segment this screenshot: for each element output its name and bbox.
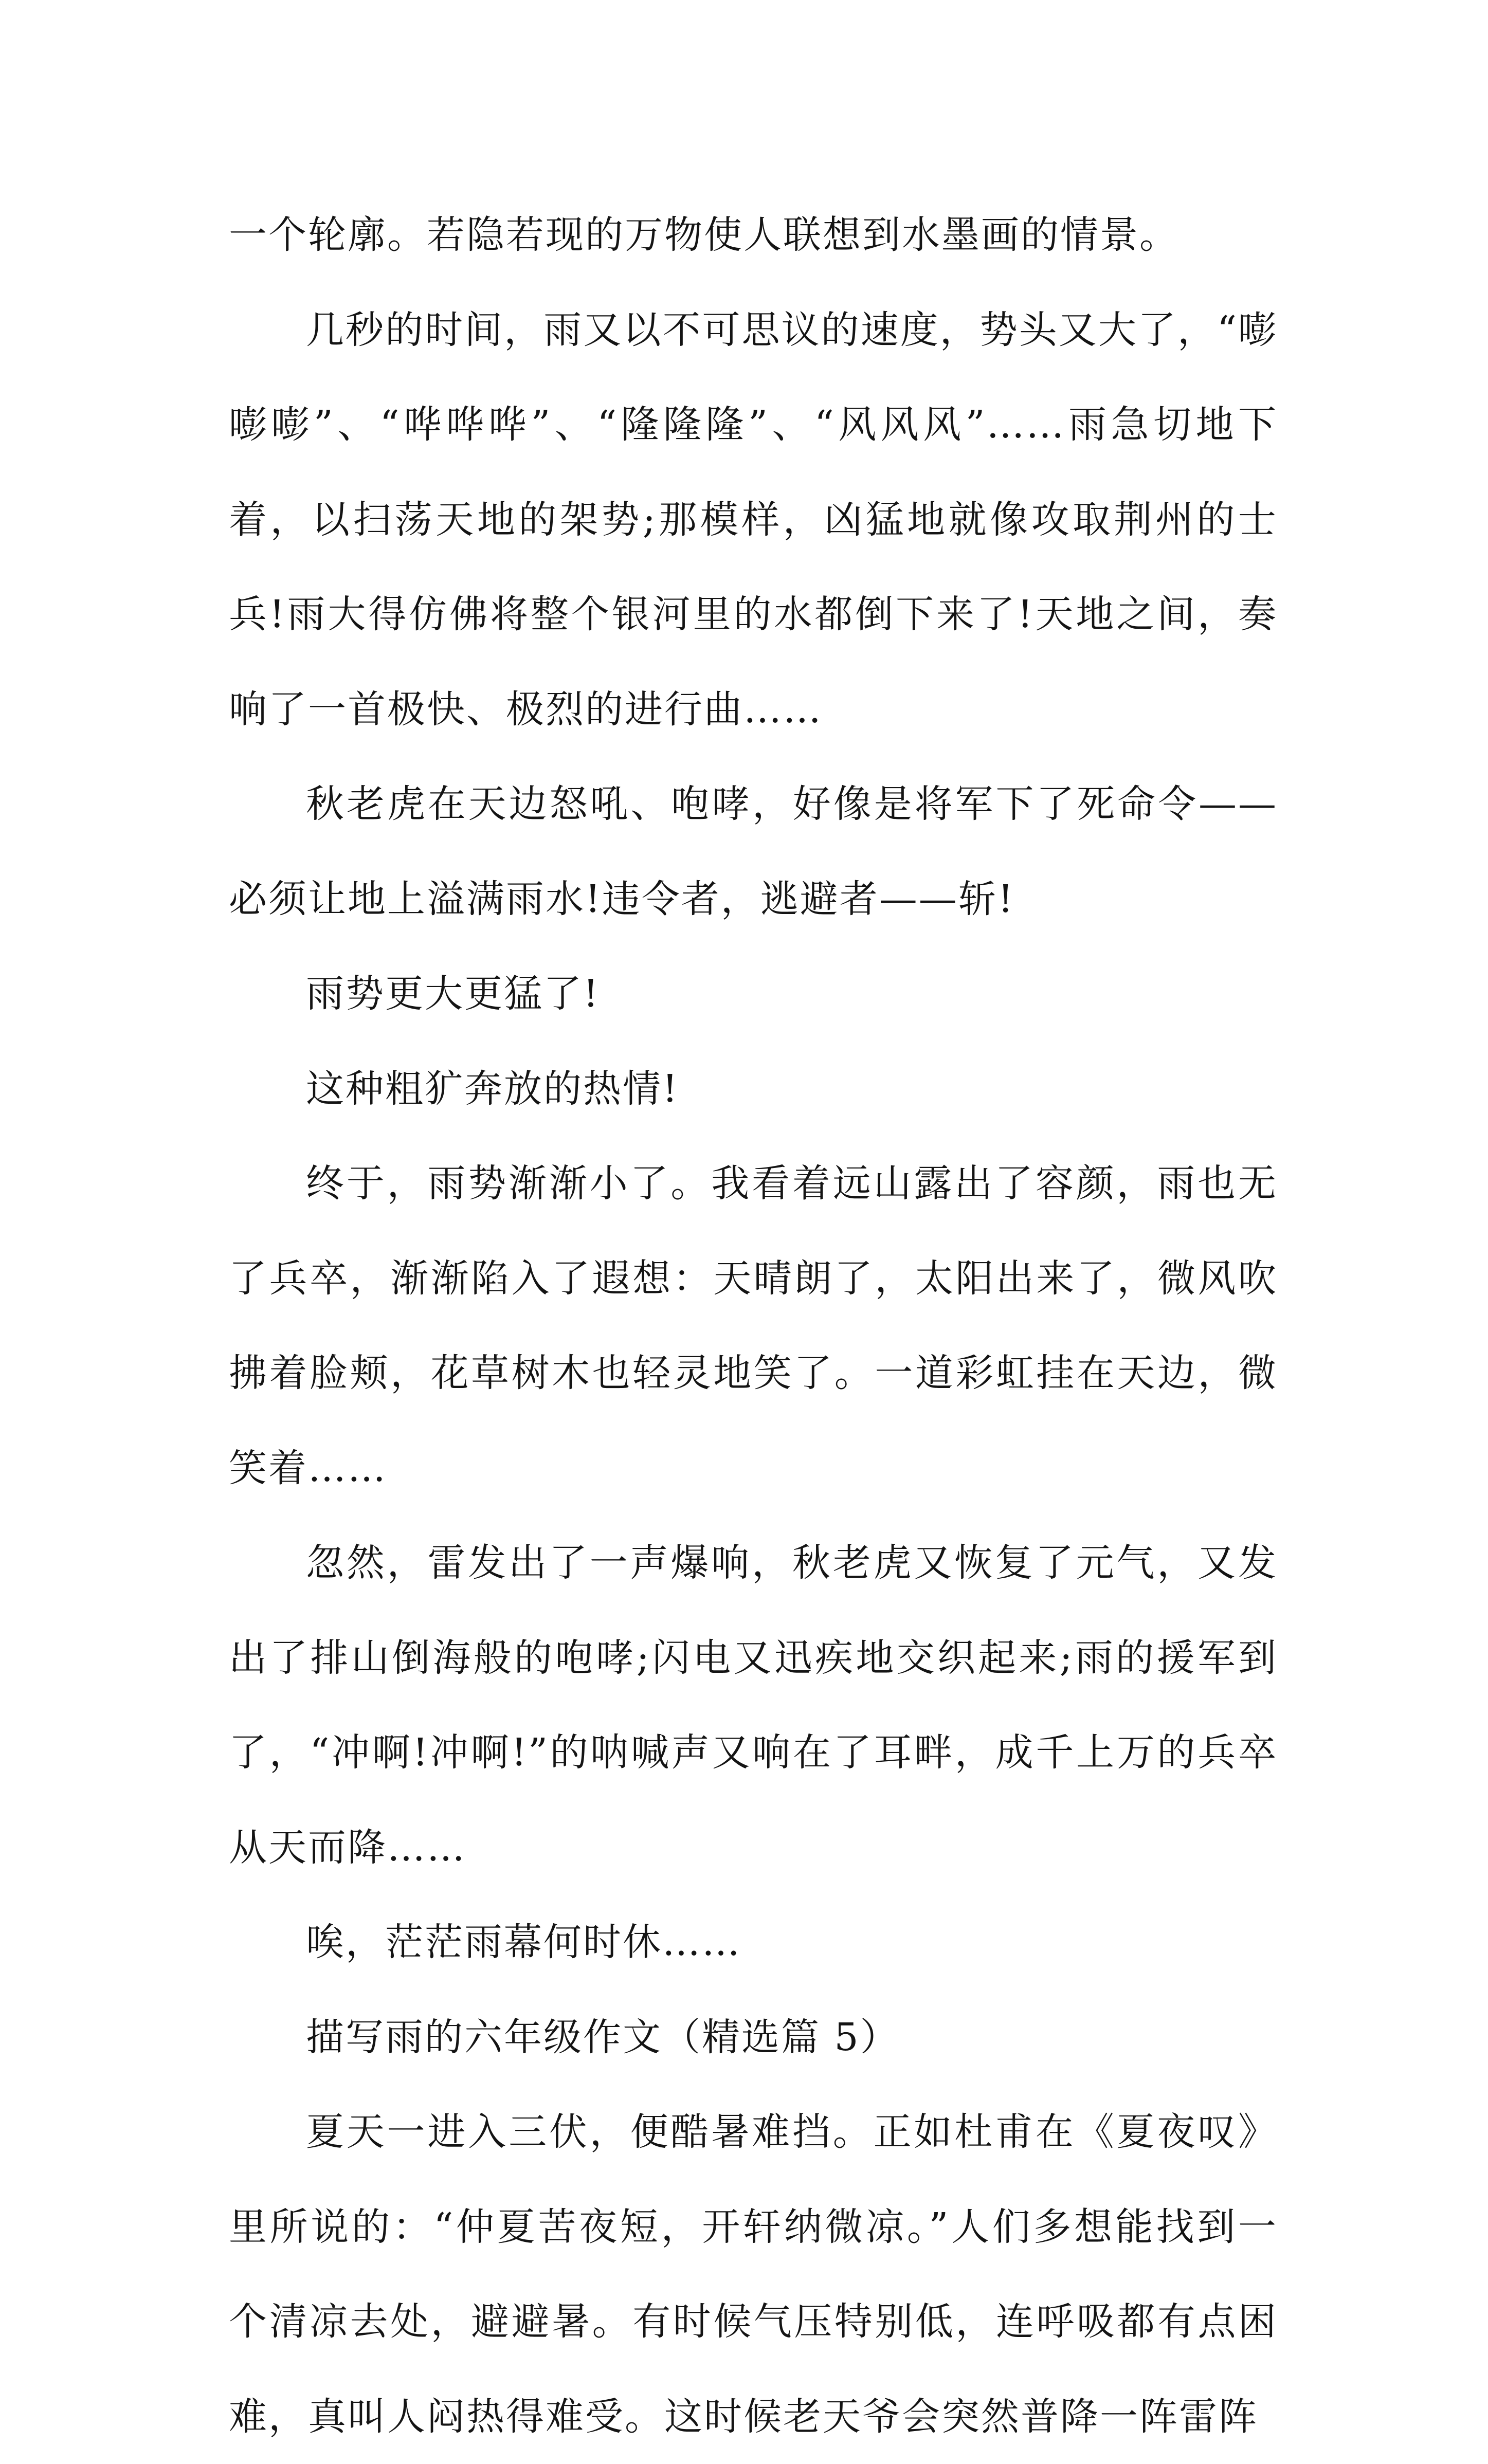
paragraph-9: 夏天一进入三伏，便酷暑难挡。正如杜甫在《夏夜叹》里所说的：“仲夏苦夜短，开轩纳微凉。”人们多想能找到一个清凉去处，避避暑。有时候气压特别低，连呼吸都有点困难，真叫人闷热得难受。这时候老天爷会突然普降一阵雷阵 [229, 2110, 1278, 2439]
paragraph-2: 几秒的时间，雨又以不可思议的速度，势头又大了，“嘭嘭嘭”、“哗哗哗”、“隆隆隆”、“风风风”……雨急切地下着，以扫荡天地的架势;那模样，凶猛地就像攻取荆州的士兵!雨大得仿佛将整个银河里的水都倒下来了!天地之间，奏响了一首极快、极烈的进行曲…… [229, 307, 1278, 732]
paragraph-1: 一个轮廓。若隐若现的万物使人联想到水墨画的情景。 [229, 213, 1179, 257]
section-heading: 描写雨的六年级作文（精选篇 5） [306, 2015, 900, 2059]
paragraph-8: 唉，茫茫雨幕何时休…… [306, 1920, 741, 1964]
document-body [229, 188, 1278, 2464]
paragraph-6: 终于，雨势渐渐小了。我看着远山露出了容颜，雨也无了兵卒，渐渐陷入了遐想：天晴朗了，太阳出来了，微风吹拂着脸颊，花草树木也轻灵地笑了。一道彩虹挂在天边，微笑着…… [229, 1161, 1278, 1490]
paragraph-5: 这种粗犷奔放的热情! [306, 1066, 679, 1111]
paragraph-3: 秋老虎在天边怒吼、咆哮，好像是将军下了死命令——必须让地上溢满雨水!违令者，逃避者——斩! [229, 782, 1278, 921]
paragraph-4: 雨势更大更猛了! [306, 972, 600, 1016]
paragraph-7: 忽然，雷发出了一声爆响，秋老虎又恢复了元气，又发出了排山倒海般的咆哮;闪电又迅疾地交织起来;雨的援军到了，“冲啊!冲啊!”的呐喊声又响在了耳畔，成千上万的兵卒从天而降…… [229, 1541, 1278, 1870]
